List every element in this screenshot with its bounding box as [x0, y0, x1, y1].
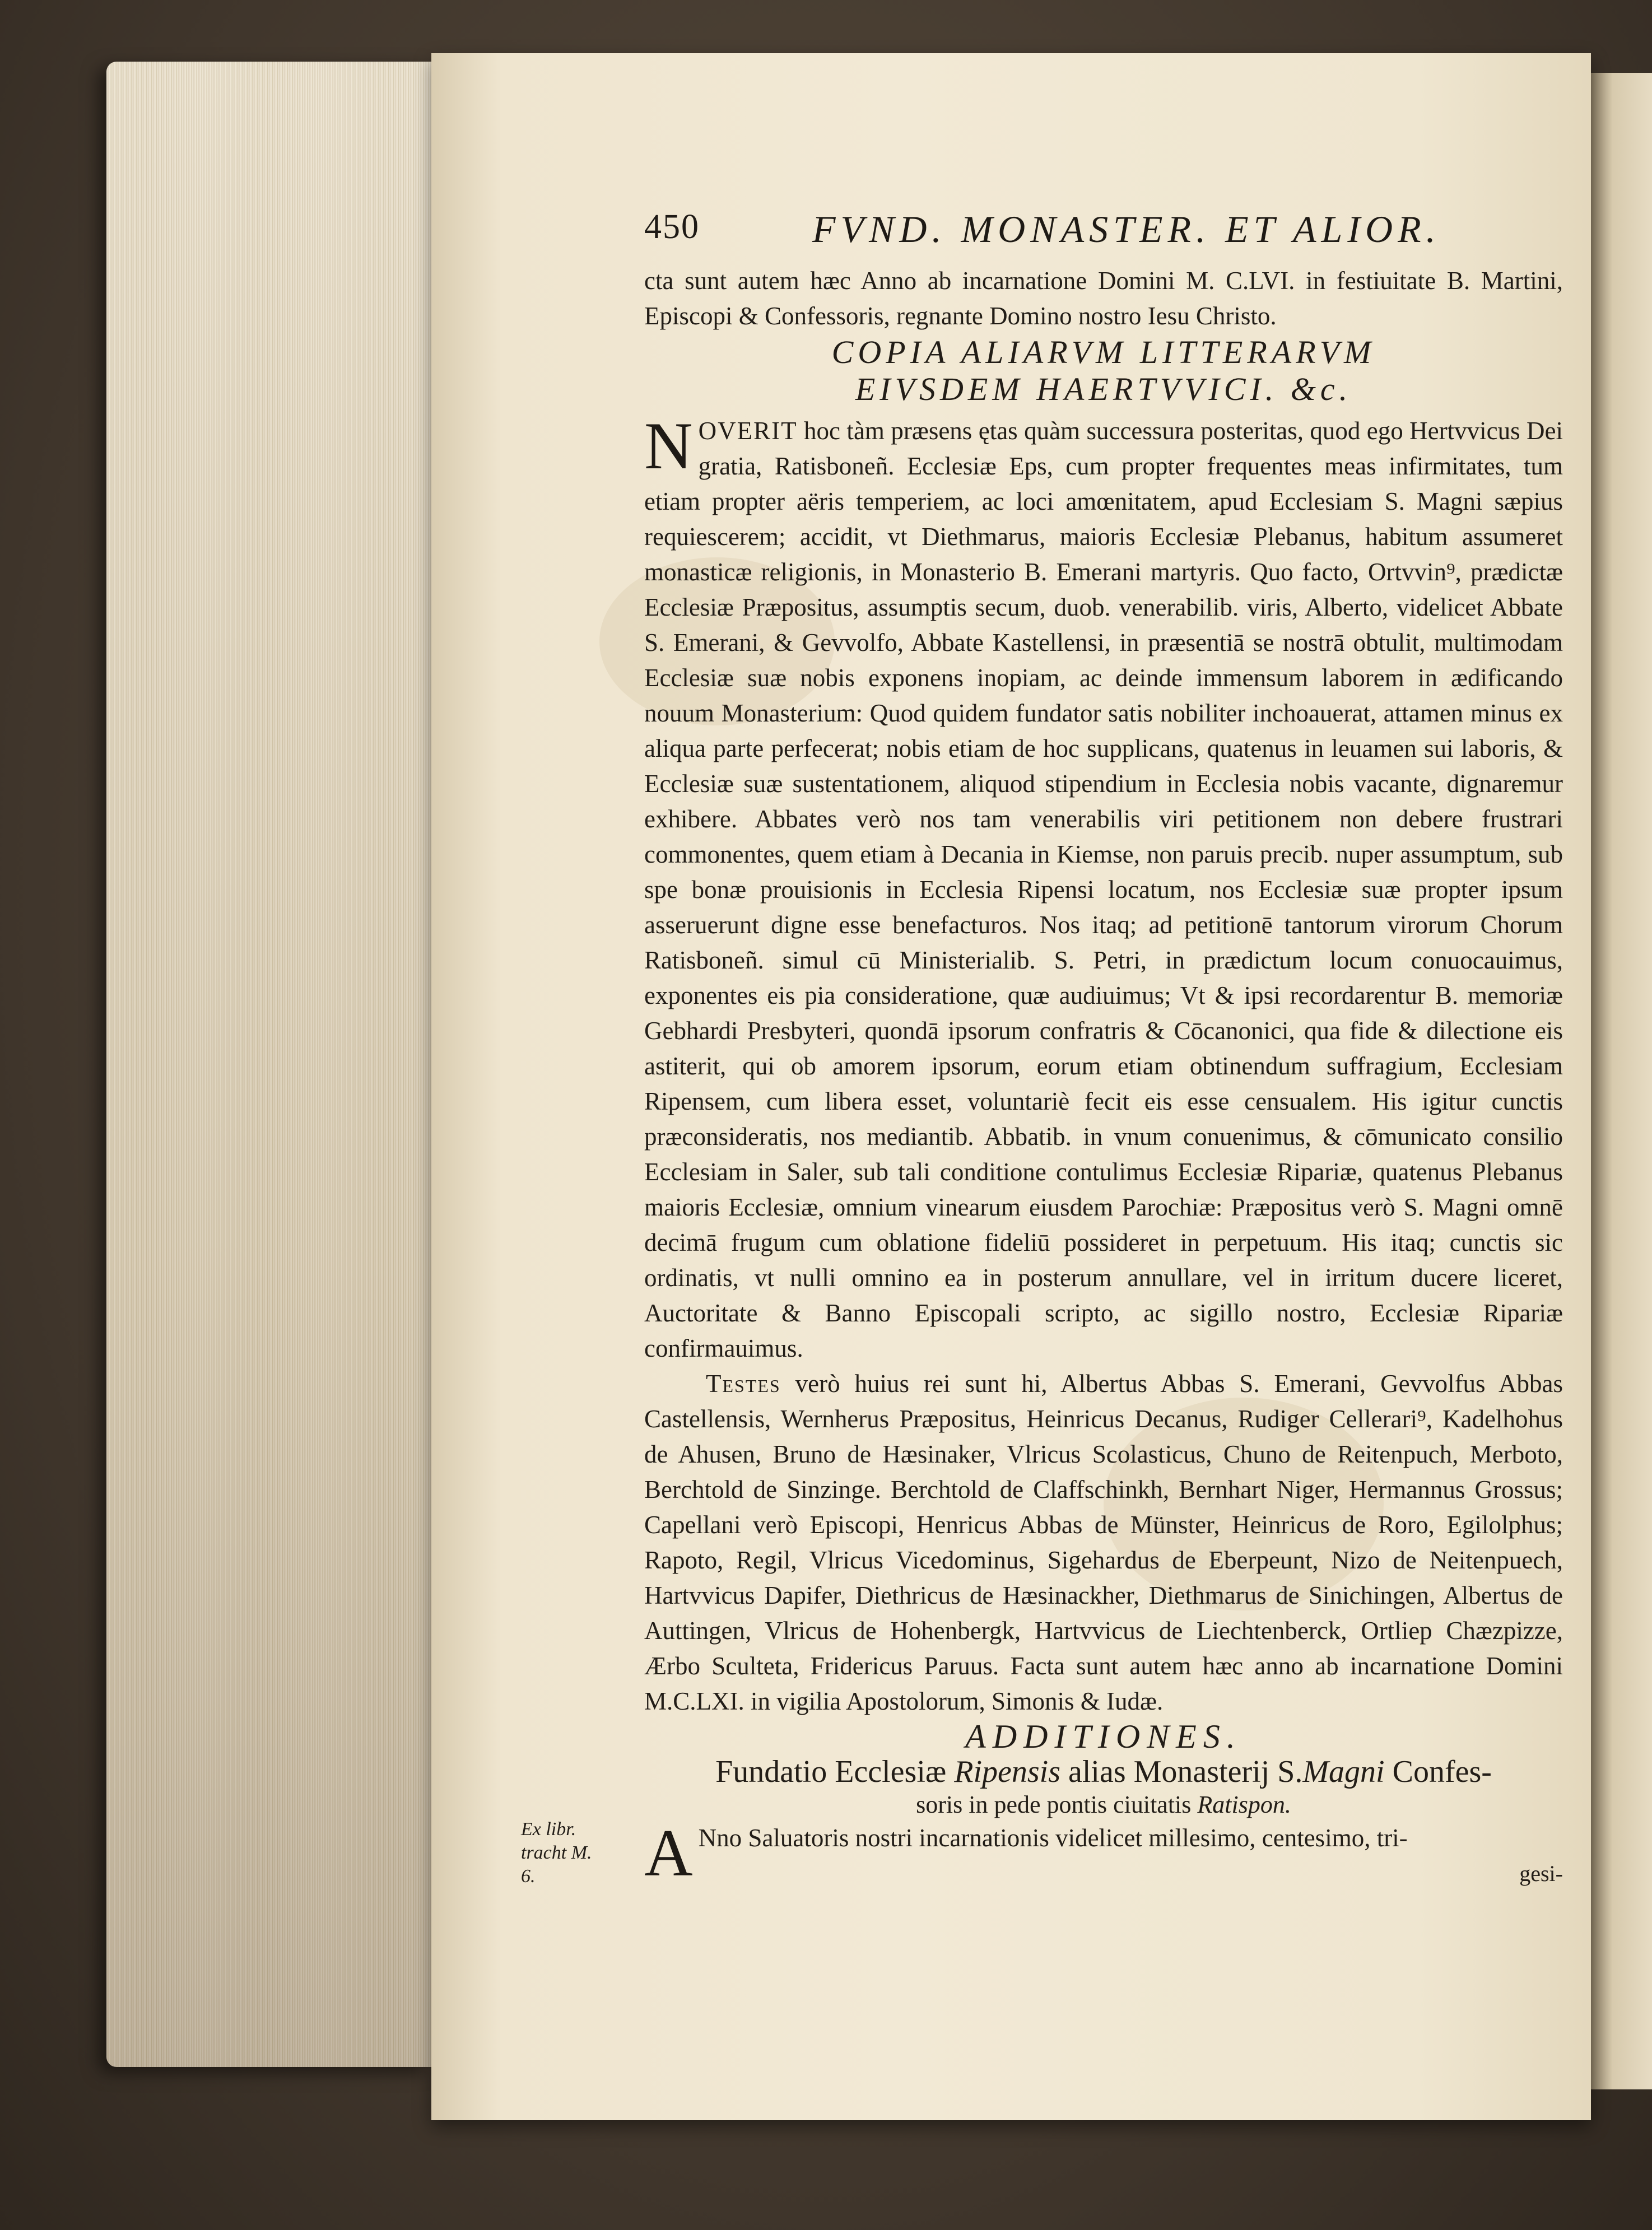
charter-paragraph: [644, 408, 1563, 1366]
charter-lead-word: OVERIT: [698, 417, 798, 445]
title-italic: Magni: [1302, 1754, 1385, 1789]
facing-page-edge: [1591, 73, 1652, 2089]
charter-heading-line2: EIVSDEM HAERTVVICI. &c.: [855, 371, 1352, 407]
additiones-subtitle: [644, 1789, 1563, 1821]
drop-capital: N: [644, 408, 693, 483]
witness-paragraph: [644, 1366, 1563, 1719]
catchword: gesi-: [1519, 1861, 1563, 1886]
charter-heading-line1: COPIA ALIARVM LITTERARVM: [831, 334, 1376, 370]
drop-capital: A: [644, 1815, 693, 1890]
additiones-heading: ADDITIONES.: [965, 1718, 1242, 1755]
margin-note-line: 6.: [521, 1866, 536, 1887]
margin-note-line: tracht M.: [521, 1842, 592, 1863]
running-head: FVND. MONASTER. ET ALIOR.: [812, 208, 1441, 250]
page-number: 450: [644, 208, 700, 246]
subtitle-italic: Ratispon.: [1197, 1791, 1291, 1818]
title-part: Confes-: [1384, 1754, 1492, 1789]
margin-note: [521, 1818, 633, 1888]
margin-note-line: Ex libr.: [521, 1819, 576, 1840]
witness-body: verò huius rei sunt hi, Albertus Abbas S. Emerani, Gevvolfus Abbas Castellensis, Wernherus Præpositus, Heinricus Decanus, Rudiger Cellerari⁹, Kadelhohus de Ahusen, Bruno de Hæsinaker, Vlricus Scolasticus, Chuno de Reitenpuch, Merboto, Berchtold de Sinzinge. Berchtold de Claffschinkh, Bernhart Niger, Hermannus Grossus; Capellani verò Episcopi, Henricus Abbas de Münster, Heinricus de Roro, Egilolphus; Rapoto, Regil, Vlricus Vicedominus, Sigehardus de Eberpeunt, Nizo de Neitenpuech, Hartvvicus Dapifer, Diethricus de Hæsinackher, Diethmarus de Sinichingen, Albertus de Auttingen, Vlricus de Hohenbergk, Hartvvicus de Liechtenberck, Ortliep Chæzpizze, Ærbo Sculteta, Fridericus Paruus. Facta sunt autem hæc anno ab incarnatione Domini M.C.LXI. in vigilia Apostolorum, Simonis & Iudæ.: [644, 1370, 1563, 1715]
additiones-title: [644, 1754, 1563, 1789]
subtitle-part: soris in pede pontis ciuitatis: [916, 1791, 1198, 1818]
title-part: alias Monasterij S.: [1060, 1754, 1303, 1789]
opening-paragraph: cta sunt autem hæc Anno ab incarnatione Domini M. C.LVI. in festiuitate B. Martini, Episcopi & Confessoris, regnante Domino nostro Iesu Christo.: [644, 267, 1563, 330]
title-italic: Ripensis: [954, 1754, 1060, 1789]
main-text: [644, 263, 1563, 1891]
additiones-body: Nno Saluatoris nostri incarnationis videlicet millesimo, centesimo, tri-: [698, 1824, 1408, 1852]
page-header: [644, 207, 1563, 258]
witness-lead-word: Testes: [706, 1370, 781, 1398]
title-part: Fundatio Ecclesiæ: [715, 1754, 955, 1789]
book-fore-edge: [106, 62, 431, 2067]
charter-body: hoc tàm præsens ętas quàm successura posteritas, quod ego Hertvvicus Dei gratia, Ratisboneñ. Ecclesiæ Eps, cum propter frequentes meas infirmitates, tum etiam propter aëris temperiem, ac loci amœnitatem, apud Ecclesiam S. Magni sæpius requiescerem; accidit, vt Diethmarus, maioris Ecclesiæ Plebanus, habitum assumeret monasticæ religionis, in Monasterio B. Emerani martyris. Quo facto, Ortvvin⁹, prædictæ Ecclesiæ Præpositus, assumptis secum, duob. venerabilib. viris, Alberto, videlicet Abbate S. Emerani, & Gevvolfo, Abbate Kastellensi, in præsentiā se nostrā obtulit, multimodam Ecclesiæ suæ nobis exponens inopiam, ac deinde immensum laborem in ædificando nouum Monasterium: Quod quidem fundator satis nobiliter inchoauerat, attamen minus ex aliqua parte perfecerat; nobis etiam de hoc supplicans, quatenus in leuamen sui laboris, & Ecclesiæ suæ sustentationem, aliquod stipendium in Ecclesia nobis vacante, dignaremur exhibere. Abbates verò nos tam venerabilis viri petitionem non debere frustrari commonentes, quem etiam à Decania in Kiemse, non paruis precib. nuper assumptum, sub spe bonæ prouisionis in Ecclesia Ripensi locatum, nos Ecclesiæ suæ propter ipsum asseruerunt digne esse benefacturos. Nos itaq; ad petitionē tantorum virorum Chorum Ratisboneñ. simul cū Ministerialib. S. Petri, in prædictum locum conuocauimus, exponentes eis pia consideratione, quæ audiuimus; Vt & ipsi recordarentur B. memoriæ Gebhardi Presbyteri, quondā ipsorum confratris & Cōcanonici, qua fide & dilectione eis astiterit, qui ob amorem ipsorum, eorum etiam obtinendum suffragium, Ecclesiam Ripensem, cum libera esset, voluntariè fecit eis esse censualem. His igitur cunctis præconsideratis, nos mediantib. Abbatib. in vnum conuenimus, & cōmunicato consilio Ecclesiam in Saler, sub tali conditione contulimus Ecclesiæ Ripariæ, quatenus Plebanus maioris Ecclesiæ, omnium vinearum eiusdem Parochiæ: Præpositus verò S. Magni omnē decimā frugum cum oblatione fideliū possideret in perpetuum. His itaq; cunctis sic ordinatis, vt nulli omnino ea in posterum annullare, vel in irritum ducere liceret, Auctoritate & Banno Episcopali scripto, ac sigillo nostro, Ecclesiæ Ripariæ confirmauimus.: [644, 417, 1563, 1362]
